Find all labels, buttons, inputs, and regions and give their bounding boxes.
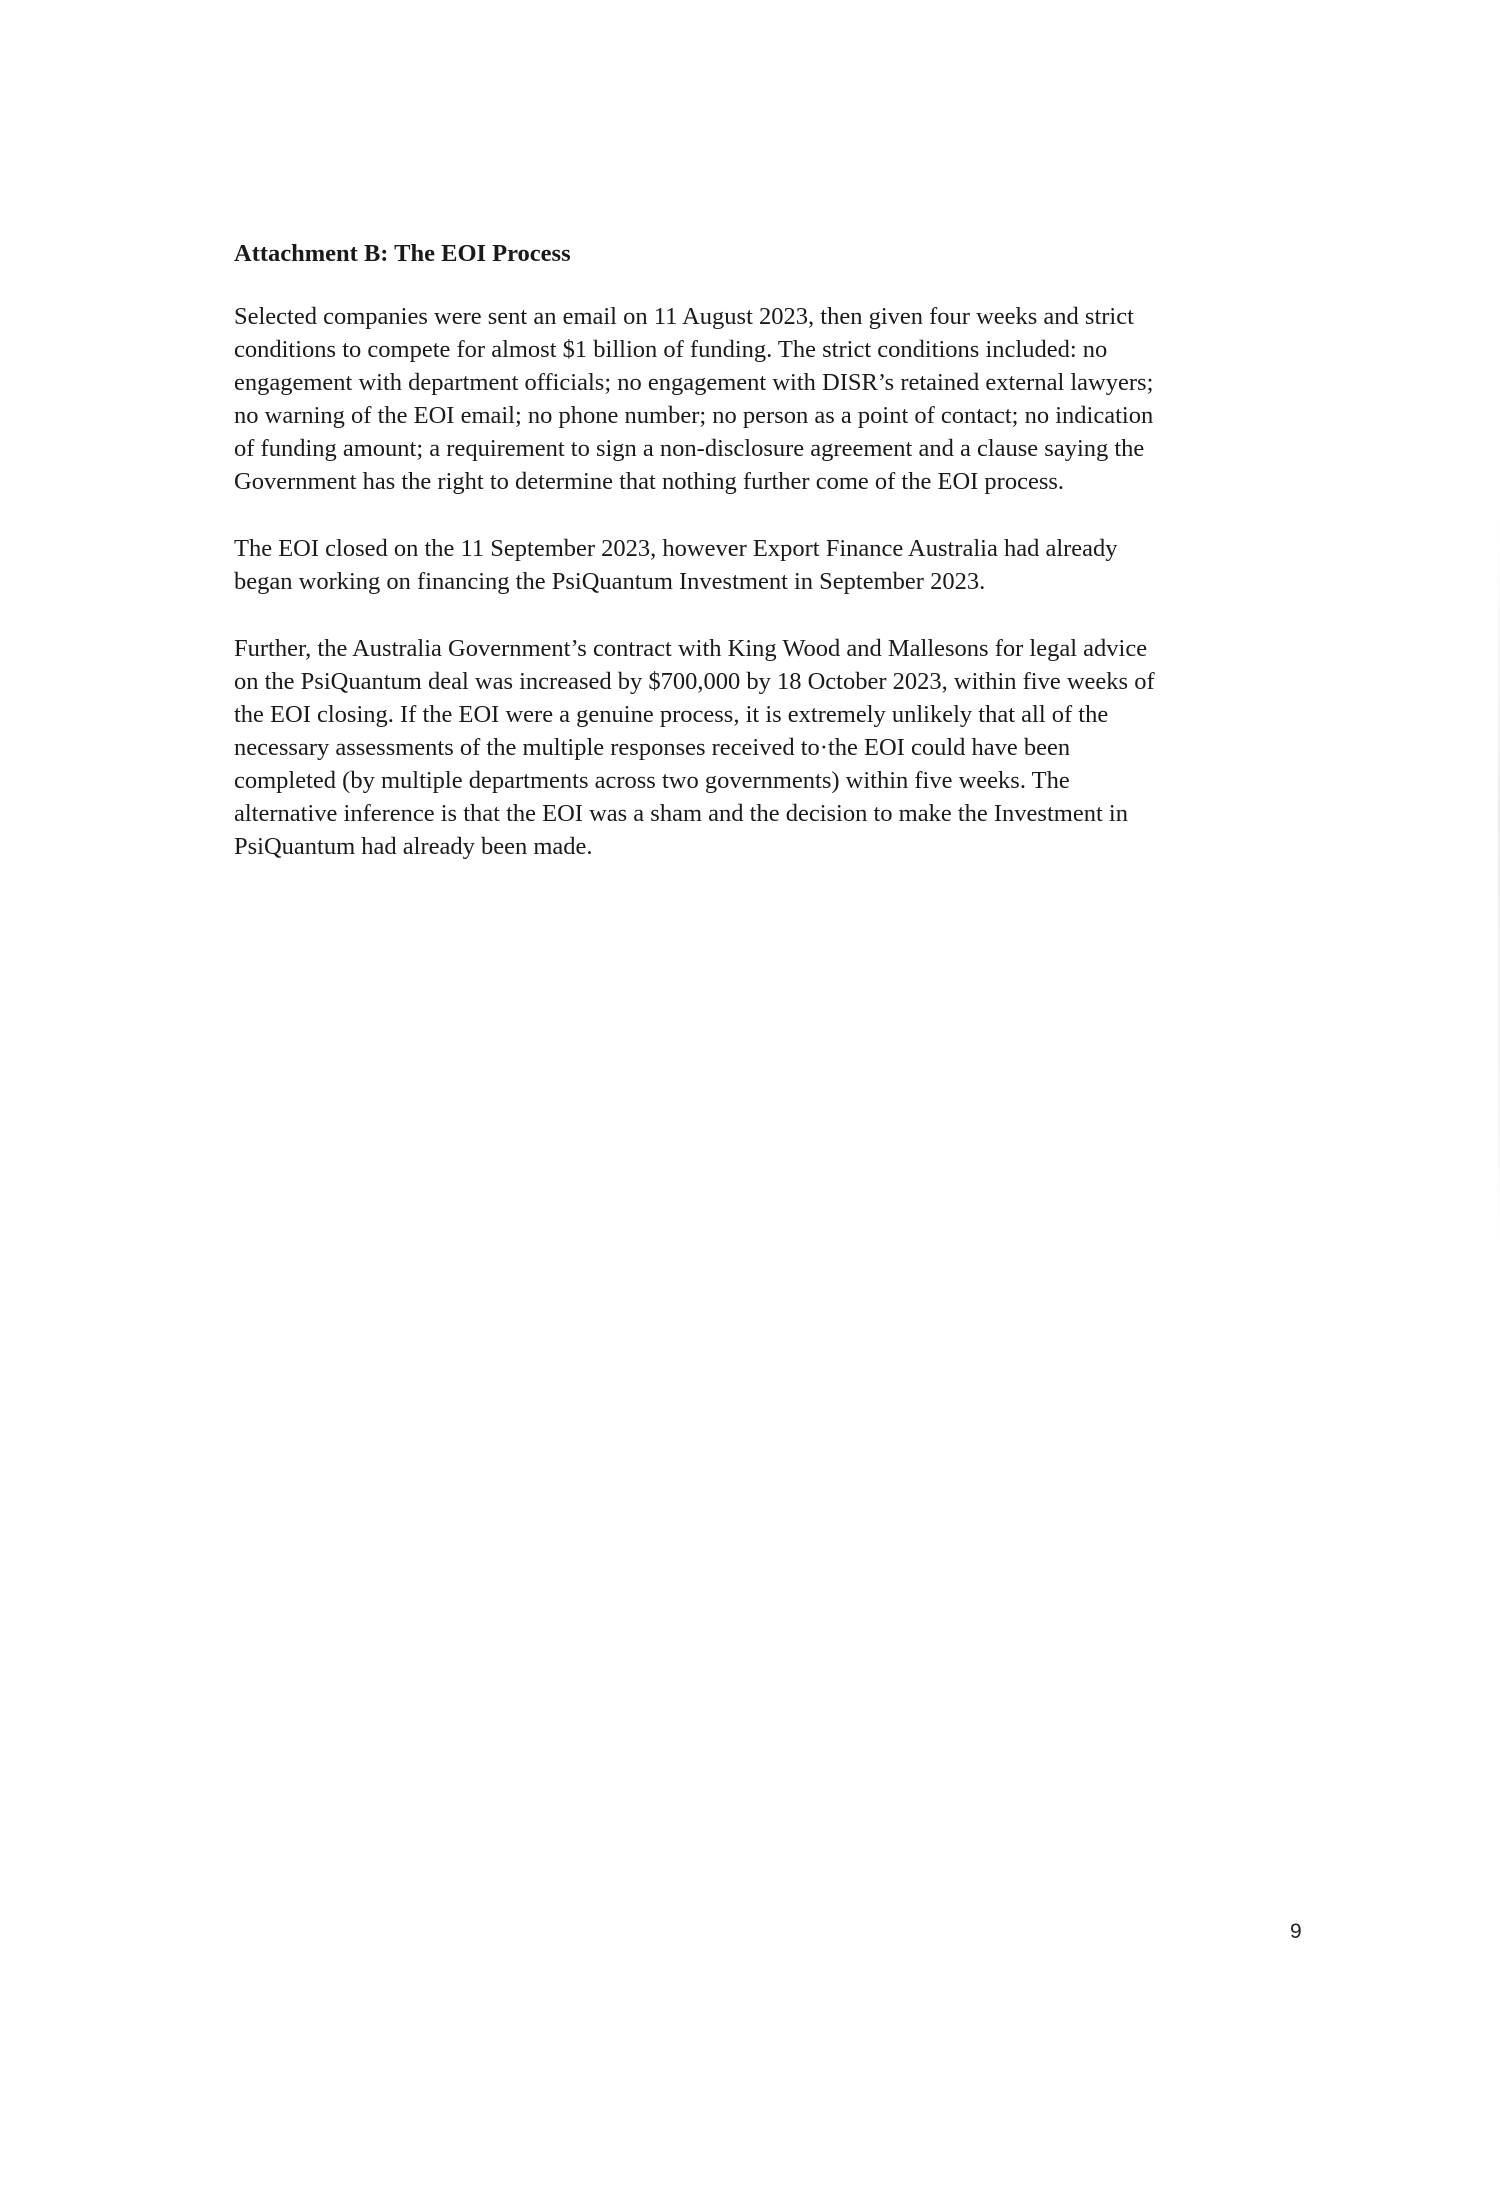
text-line: conditions to compete for almost $1 billion of funding. The strict conditions included: no [234, 336, 1108, 363]
text-line: Selected companies were sent an email on 11 August 2023, then given four weeks and strict [234, 303, 1134, 330]
paragraph-legal-contract [234, 632, 1314, 863]
paragraph-eoi-closing [234, 532, 1314, 598]
page-number: 9 [1290, 1920, 1302, 1943]
text-line: PsiQuantum had already been made. [234, 833, 593, 860]
text-line: Further, the Australia Government’s contract with King Wood and Mallesons for legal advice [234, 635, 1148, 662]
text-line: began working on financing the PsiQuantum Investment in September 2023. [234, 568, 986, 595]
text-line: no warning of the EOI email; no phone number; no person as a point of contact; no indication [234, 402, 1154, 429]
document-body [234, 238, 1314, 897]
text-line: necessary assessments of the multiple responses received to·the EOI could have been [234, 734, 1071, 761]
paragraph-eoi-conditions [234, 300, 1314, 498]
text-line: engagement with department officials; no engagement with DISR’s retained external lawyers; [234, 369, 1154, 396]
text-line: of funding amount; a requirement to sign a non-disclosure agreement and a clause saying the [234, 435, 1145, 462]
attachment-heading: Attachment B: The EOI Process [234, 240, 571, 267]
text-line: on the PsiQuantum deal was increased by $700,000 by 18 October 2023, within five weeks of [234, 668, 1155, 695]
text-line: The EOI closed on the 11 September 2023, however Export Finance Australia had already [234, 535, 1118, 562]
text-line: alternative inference is that the EOI was a sham and the decision to make the Investment in [234, 800, 1128, 827]
text-line: completed (by multiple departments across two governments) within five weeks. The [234, 767, 1070, 794]
text-line: Government has the right to determine that nothing further come of the EOI process. [234, 468, 1065, 495]
text-line: the EOI closing. If the EOI were a genuine process, it is extremely unlikely that all of the [234, 701, 1109, 728]
